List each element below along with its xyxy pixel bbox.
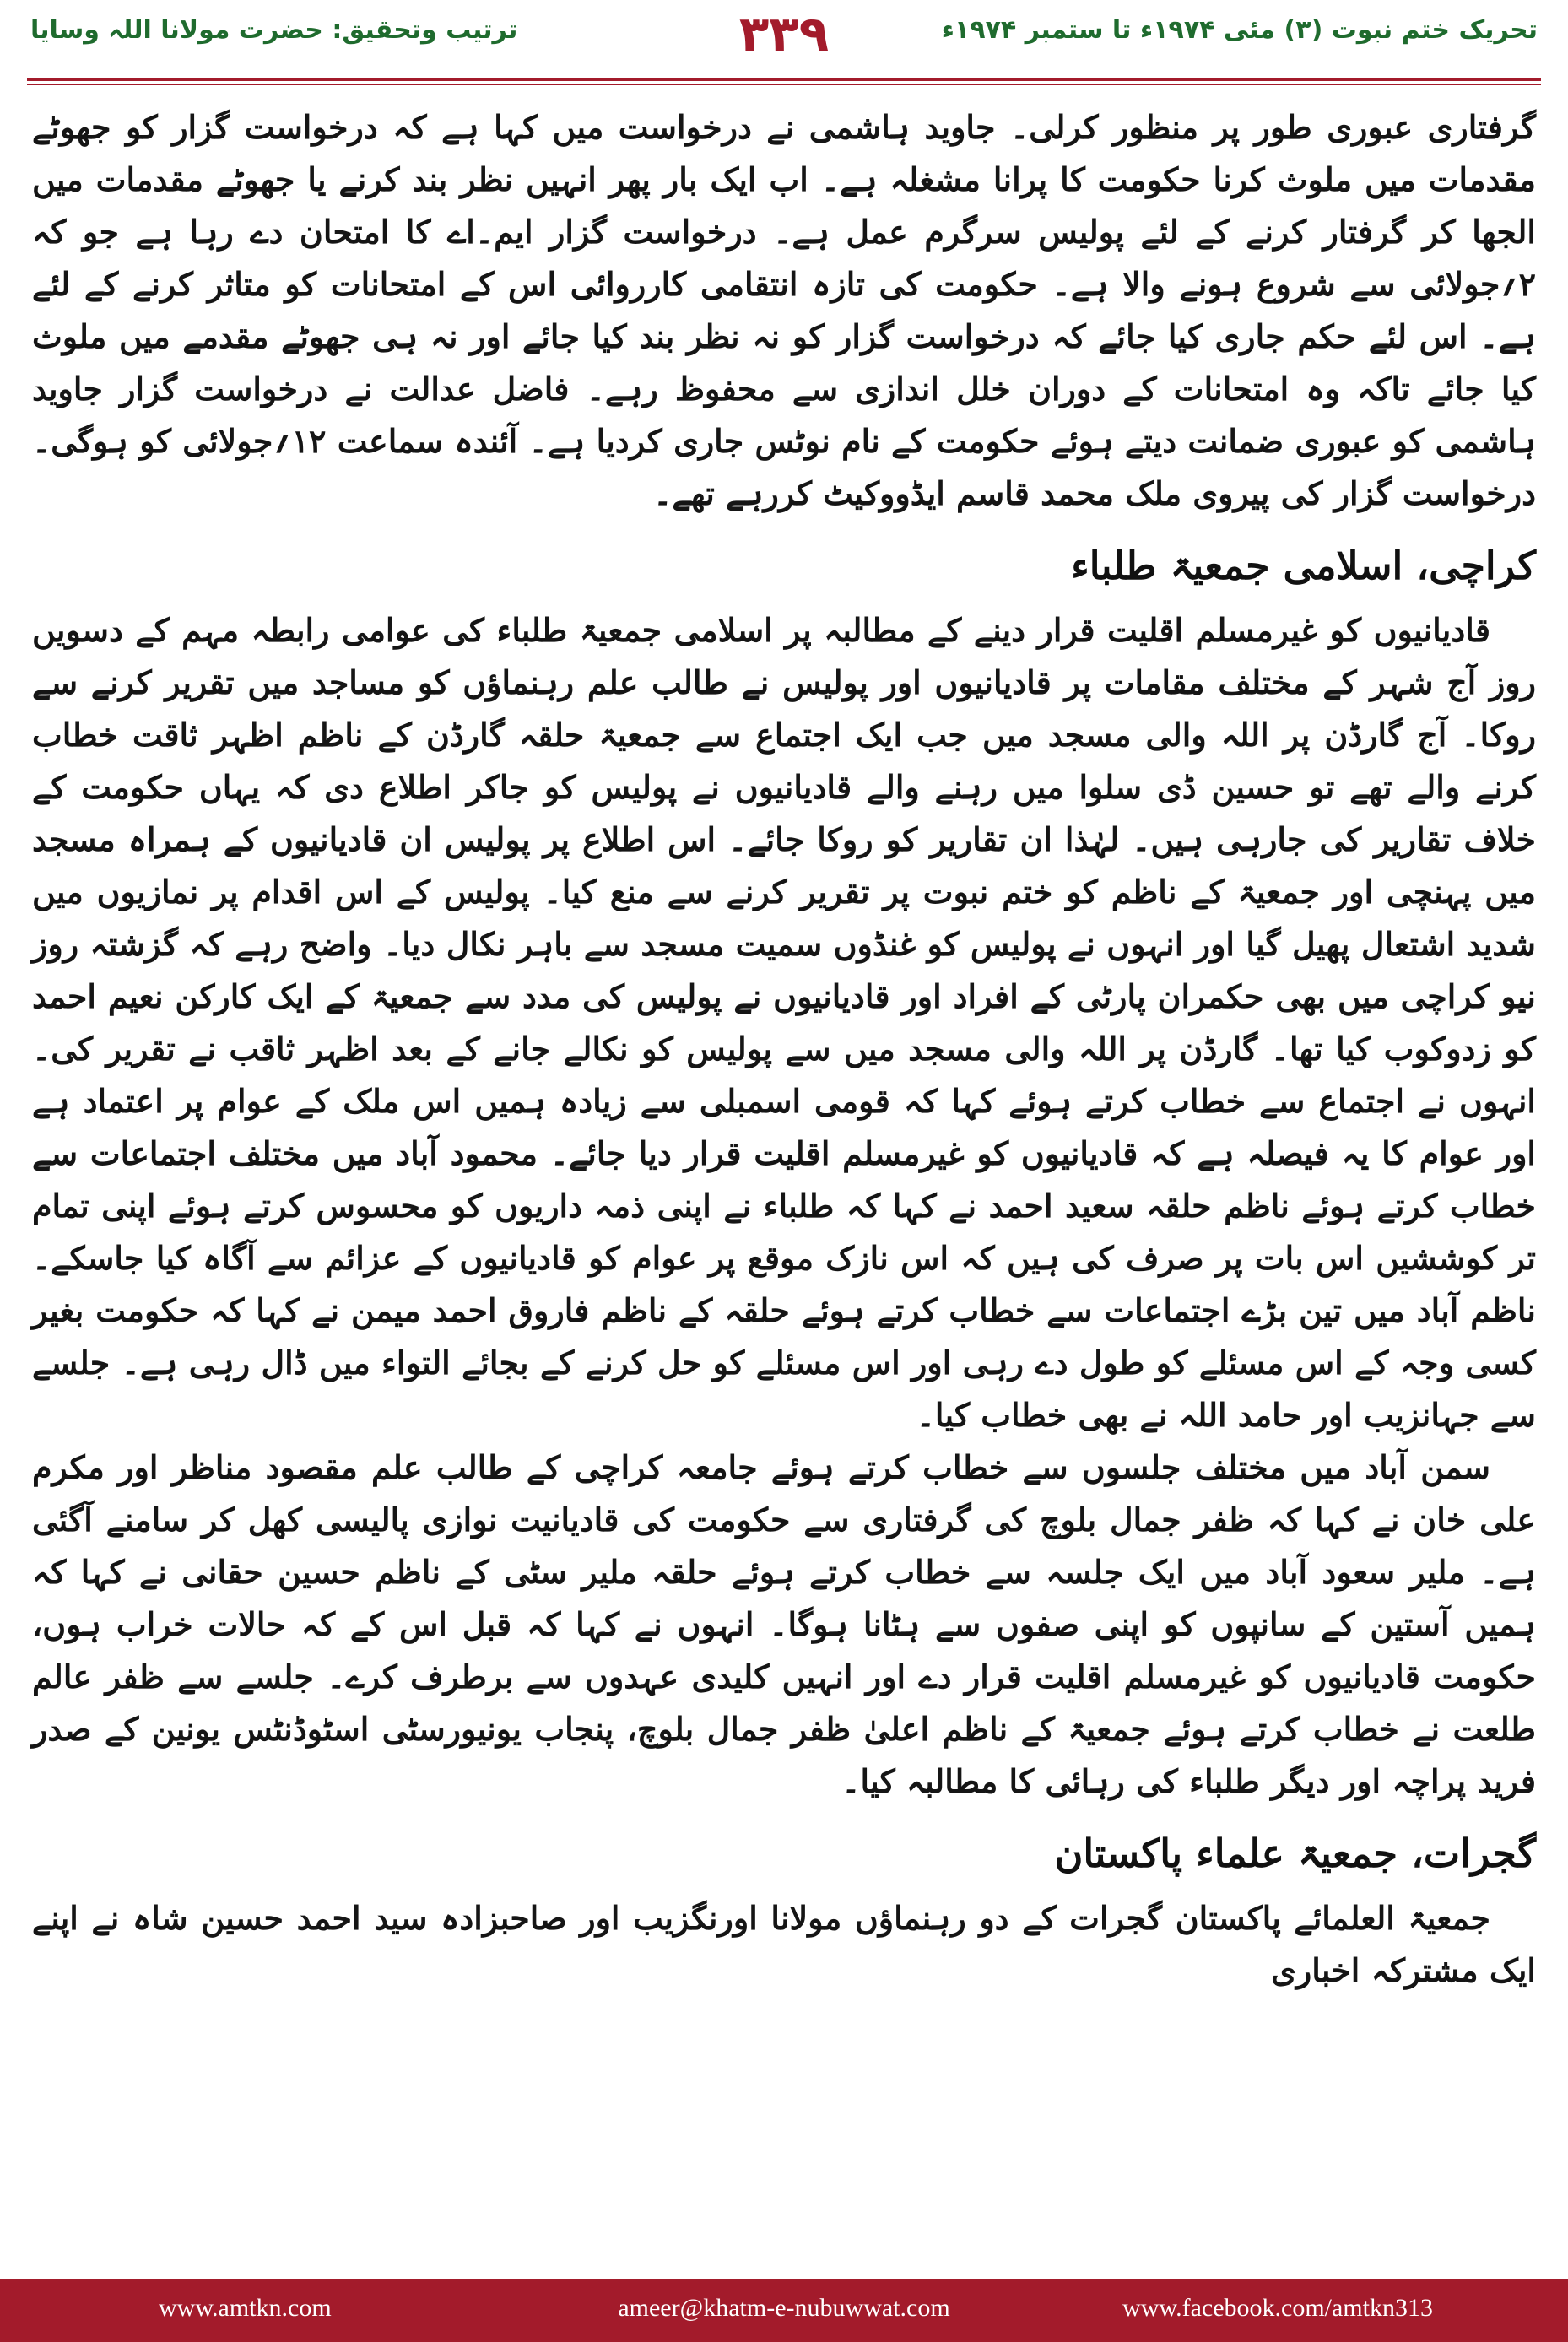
page-header [0, 0, 1568, 68]
paragraph-karachi: قادیانیوں کو غیرمسلم اقلیت قرار دینے کے مطالبہ پر اسلامی جمعیۃ طلباء کی عوامی رابطہ مہم کے دسویں روز آج شہر کے مختلف مقامات پر قادیانیوں اور پولیس نے طالب علم رہنماؤں کو مساجد میں تقریر کرنے سے روکا۔ آج گارڈن پر اللہ والی مسجد میں جب ایک اجتماع سے جمعیۃ حلقہ گارڈن کے ناظم اظہر ثاقت خطاب کرنے والے تھے تو حسین ڈی سلوا میں رہنے والے قادیانیوں نے پولیس کو جاکر اطلاع دی کہ یہاں حکومت کے خلاف تقاریر کی جارہی ہیں۔ لہٰذا ان تقاریر کو روکا جائے۔ اس اطلاع پر پولیس ان قادیانیوں کے ہمراہ مسجد میں پہنچی اور جمعیۃ کے ناظم کو ختم نبوت پر تقریر کرنے سے منع کیا۔ پولیس کے اس اقدام پر نمازیوں میں شدید اشتعال پھیل گیا اور انہوں نے پولیس کو غنڈوں سمیت مسجد سے باہر نکال دیا۔ واضح رہے کہ گزشتہ روز نیو کراچی میں بھی حکمران پارٹی کے افراد اور قادیانیوں نے پولیس کی مدد سے جمعیۃ کے ایک کارکن نعیم احمد کو زدوکوب کیا تھا۔ گارڈن پر اللہ والی مسجد میں سے پولیس کو نکالے جانے کے بعد اظہر ثاقب نے تقریر کی۔ انہوں نے اجتماع سے خطاب کرتے ہوئے کہا کہ قومی اسمبلی سے زیادہ ہمیں اس ملک کے عوام پر اعتماد ہے اور عوام کا یہ فیصلہ ہے کہ قادیانیوں کو غیرمسلم اقلیت قرار دیا جائے۔ محمود آباد میں مختلف اجتماعات سے خطاب کرتے ہوئے ناظم حلقہ سعید احمد نے کہا کہ طلباء نے اپنی ذمہ داریوں کو محسوس کرتے ہوئے اپنی تمام تر کوششیں اس بات پر صرف کی ہیں کہ اس نازک موقع پر عوام کو قادیانیوں کے عزائم سے آگاہ کیا جاسکے۔ ناظم آباد میں تین بڑے اجتماعات سے خطاب کرتے ہوئے حلقہ کے ناظم فاروق احمد میمن نے کہا کہ حکومت بغیر کسی وجہ کے اس مسئلے کو طول دے رہی اور اس مسئلے کو حل کرنے کے بجائے التواء میں ڈال رہی ہے۔ جلسے سے جہانزیب اور حامد اللہ نے بھی خطاب کیا۔ [32, 611, 1536, 1434]
section-heading-karachi: کراچی، اسلامی جمعیۃ طلباء [1071, 543, 1536, 588]
book-title: تحریک ختم نبوت (۳) مئی ۱۹۷۴ء تا ستمبر ۱۹۷۴ء [941, 15, 1538, 45]
paragraph-saman-abad: سمن آباد میں مختلف جلسوں سے خطاب کرتے ہوئے جامعہ کراچی کے طالب علم مقصود مناظر اور مکرم علی خان نے کہا کہ ظفر جمال بلوچ کی گرفتاری سے حکومت کی قادیانیت نوازی پالیسی کھل کر سامنے آگئی ہے۔ ملیر سعود آباد میں ایک جلسہ سے خطاب کرتے ہوئے حلقہ ملیر سٹی کے ناظم حسین حقانی نے کہا کہ ہمیں آستین کے سانپوں کو اپنی صفوں سے ہٹانا ہوگا۔ انہوں نے کہا کہ قبل اس کے کہ حالات خراب ہوں، حکومت قادیانیوں کو غیرمسلم اقلیت قرار دے اور انہیں کلیدی عہدوں سے برطرف کرے۔ جلسے سے ظفر عالم طلعت نے خطاب کرتے ہوئے جمعیۃ کے ناظم اعلیٰ ظفر جمال بلوچ، پنجاب یونیورسٹی اسٹوڈنٹس یونین کے صدر فرید پراچہ اور دیگر طلباء کی رہائی کا مطالبہ کیا۔ [32, 1448, 1536, 1800]
header-rule-thin [27, 84, 1541, 85]
page-footer [0, 2279, 1568, 2342]
paragraph-gujrat: جمعیۃ العلمائے پاکستان گجرات کے دو رہنماؤں مولانا اورنگزیب اور صاحبزادہ سید احمد حسین شاہ نے اپنے ایک مشترکہ اخباری [32, 1899, 1536, 1989]
article-body [32, 101, 1536, 1997]
section-heading-gujrat: گجرات، جمعیۃ علماء پاکستان [1054, 1831, 1536, 1876]
header-rule [27, 78, 1541, 81]
paragraph-javed-hashmi: گرفتاری عبوری طور پر منظور کرلی۔ جاوید ہاشمی نے درخواست میں کہا ہے کہ درخواست گزار کو جھوٹے مقدمات میں ملوث کرنا حکومت کا پرانا مشغلہ ہے۔ اب ایک بار پھر انہیں نظر بند کرنے یا جھوٹے مقدمات میں الجھا کر گرفتار کرنے کے لئے پولیس سرگرم عمل ہے۔ درخواست گزار ایم۔اے کا امتحان دے رہا ہے جو کہ ۲؍جولائی سے شروع ہونے والا ہے۔ حکومت کی تازہ انتقامی کارروائی اس کے امتحانات کو متاثر کرنے کے لئے ہے۔ اس لئے حکم جاری کیا جائے کہ درخواست گزار کو نہ نظر بند کیا جائے اور نہ ہی جھوٹے مقدمے میں ملوث کیا جائے تاکہ وہ امتحانات کے دوران خلل اندازی سے محفوظ رہے۔ فاضل عدالت نے درخواست گزار جاوید ہاشمی کو عبوری ضمانت دیتے ہوئے حکومت کے نام نوٹس جاری کردیا ہے۔ آئندہ سماعت ۱۲؍جولائی کو ہوگی۔ درخواست گزار کی پیروی ملک محمد قاسم ایڈووکیٹ کررہے تھے۔ [32, 108, 1537, 512]
footer-website-link[interactable]: www.amtkn.com [159, 2294, 332, 2322]
page-number: ۳۳۹ [738, 5, 830, 62]
compiler-credit: ترتیب وتحقیق: حضرت مولانا اللہ وسایا [30, 15, 518, 45]
footer-email-link[interactable]: ameer@khatm-e-nubuwwat.com [618, 2294, 950, 2322]
footer-facebook-link[interactable]: www.facebook.com/amtkn313 [1122, 2294, 1433, 2322]
